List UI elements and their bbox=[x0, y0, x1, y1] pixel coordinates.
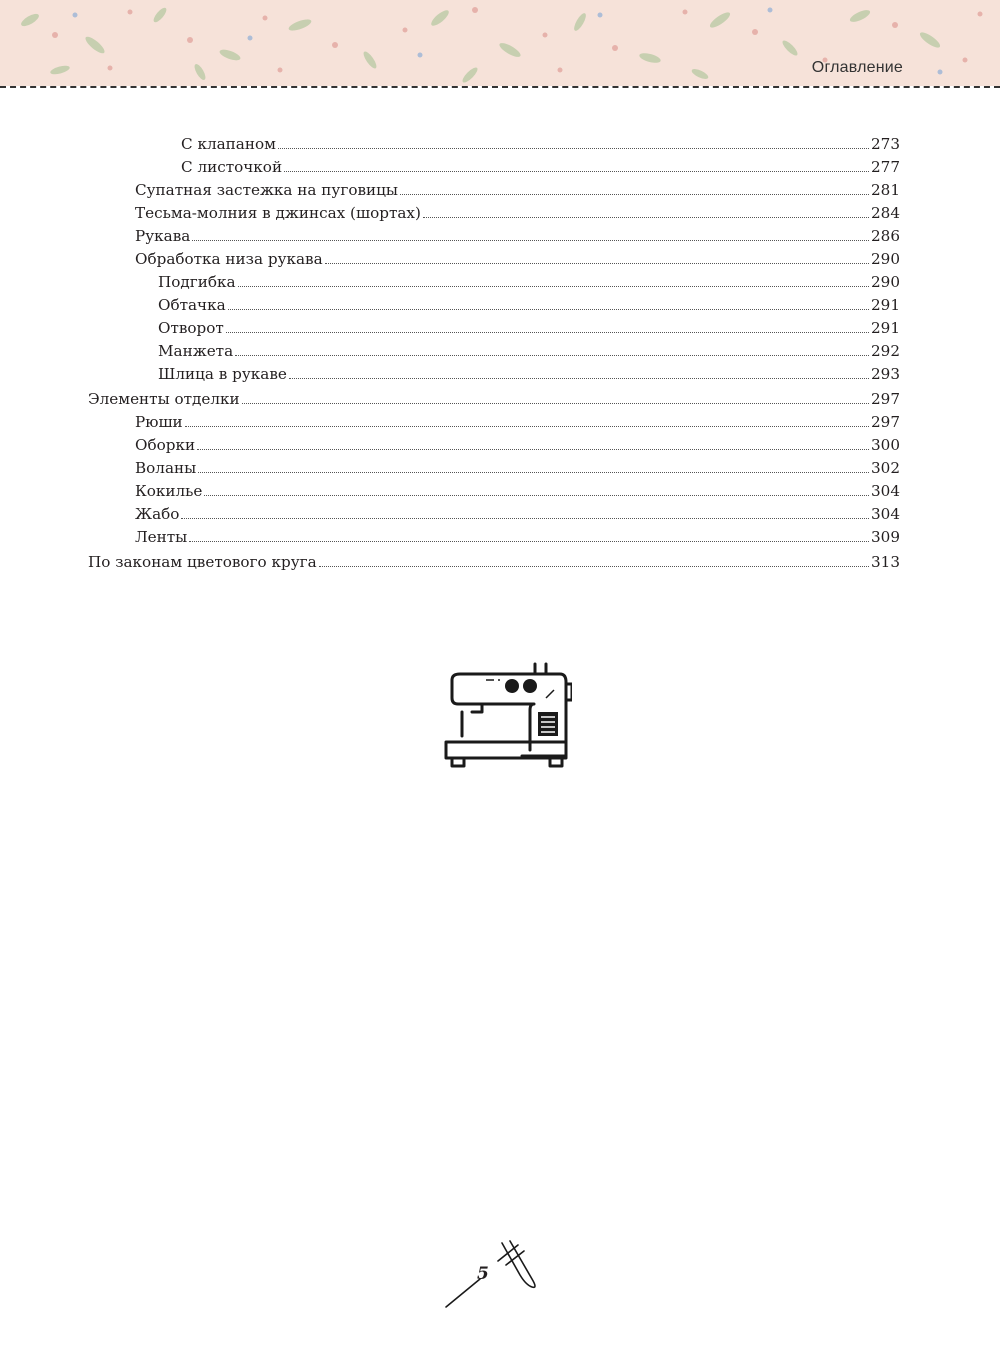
toc-entry-page: 290 bbox=[871, 250, 900, 268]
toc-entry-page: 297 bbox=[871, 413, 900, 431]
toc-entry-page: 292 bbox=[871, 342, 900, 360]
toc-dot-leader bbox=[400, 193, 869, 195]
header-divider bbox=[0, 86, 1000, 88]
toc-entry bbox=[88, 268, 899, 291]
toc-dot-leader bbox=[204, 494, 869, 496]
toc-entry bbox=[88, 337, 899, 360]
floral-header-banner bbox=[0, 0, 1000, 86]
toc-entry-label: Элементы отделки bbox=[88, 390, 240, 408]
toc-entry-label: Тесьма-молния в джинсах (шортах) bbox=[135, 204, 421, 222]
toc-entry-page: 297 bbox=[871, 390, 900, 408]
toc-dot-leader bbox=[319, 565, 869, 567]
section-title: Оглавление bbox=[811, 59, 903, 76]
toc-entry-page: 293 bbox=[871, 365, 900, 383]
toc-entry-page: 313 bbox=[871, 553, 900, 571]
toc-dot-leader bbox=[189, 540, 869, 542]
toc-entry-page: 302 bbox=[871, 459, 900, 477]
toc-entry bbox=[88, 245, 899, 268]
toc-entry-page: 273 bbox=[871, 135, 900, 153]
toc-dot-leader bbox=[226, 331, 869, 333]
toc-entry-label: Кокилье bbox=[135, 482, 203, 500]
toc-dot-leader bbox=[197, 448, 869, 450]
toc-entry-page: 281 bbox=[871, 181, 900, 199]
toc-entry-page: 277 bbox=[871, 158, 900, 176]
sewing-machine-icon bbox=[442, 660, 572, 770]
toc-entry-label: Оборки bbox=[135, 436, 196, 454]
toc-dot-leader bbox=[235, 354, 869, 356]
toc-entry-page: 291 bbox=[871, 319, 900, 337]
toc-entry bbox=[88, 431, 899, 454]
toc-entry-label: С клапаном bbox=[181, 135, 276, 153]
toc-entry-label: С листочкой bbox=[181, 158, 283, 176]
toc-entry bbox=[88, 454, 899, 477]
toc-entry-label: Супатная застежка на пуговицы bbox=[135, 181, 398, 199]
toc-entry-page: 309 bbox=[871, 528, 900, 546]
toc-entry-page: 286 bbox=[871, 227, 900, 245]
toc-entry-label: Обработка низа рукава bbox=[135, 250, 323, 268]
toc-entry-page: 290 bbox=[871, 273, 900, 291]
toc-entry-page: 304 bbox=[871, 482, 900, 500]
toc-entry bbox=[88, 199, 899, 222]
toc-entry-label: Шлица в рукаве bbox=[158, 365, 287, 383]
toc-entry-label: Подгибка bbox=[158, 273, 236, 291]
toc-entry bbox=[88, 130, 899, 153]
toc-entry-label: Рукава bbox=[135, 227, 191, 245]
toc-entry-label: Воланы bbox=[135, 459, 197, 477]
toc-entry bbox=[88, 523, 899, 546]
toc-entry-page: 291 bbox=[871, 296, 900, 314]
toc-entry-page: 304 bbox=[871, 505, 900, 523]
toc-entry bbox=[88, 548, 899, 571]
toc-entry-label: Обтачка bbox=[158, 296, 226, 314]
toc-entry-label: Ленты bbox=[135, 528, 188, 546]
toc-dot-leader bbox=[289, 377, 869, 379]
toc-entry bbox=[88, 153, 899, 176]
toc-entry-label: Отворот bbox=[158, 319, 224, 337]
toc-entry-label: Жабо bbox=[135, 505, 180, 523]
table-of-contents bbox=[88, 130, 899, 571]
toc-dot-leader bbox=[192, 239, 869, 241]
toc-entry-label: Манжета bbox=[158, 342, 234, 360]
toc-entry-label: По законам цветового круга bbox=[88, 553, 317, 571]
page-number: 5 bbox=[477, 1264, 489, 1284]
toc-dot-leader bbox=[238, 285, 869, 287]
toc-entry bbox=[88, 360, 899, 383]
toc-dot-leader bbox=[325, 262, 869, 264]
needle-thread-icon bbox=[440, 1235, 550, 1315]
toc-entry-page: 300 bbox=[871, 436, 900, 454]
toc-dot-leader bbox=[242, 402, 869, 404]
toc-entry bbox=[88, 500, 899, 523]
toc-entry bbox=[88, 222, 899, 245]
toc-dot-leader bbox=[423, 216, 869, 218]
toc-dot-leader bbox=[198, 471, 869, 473]
toc-entry-label: Рюши bbox=[135, 413, 183, 431]
toc-dot-leader bbox=[284, 170, 869, 172]
toc-dot-leader bbox=[278, 147, 869, 149]
toc-entry bbox=[88, 291, 899, 314]
toc-dot-leader bbox=[181, 517, 869, 519]
toc-entry bbox=[88, 314, 899, 337]
toc-dot-leader bbox=[185, 425, 869, 427]
toc-entry bbox=[88, 477, 899, 500]
toc-entry-page: 284 bbox=[871, 204, 900, 222]
toc-entry bbox=[88, 176, 899, 199]
toc-dot-leader bbox=[228, 308, 869, 310]
toc-entry bbox=[88, 385, 899, 408]
toc-entry bbox=[88, 408, 899, 431]
